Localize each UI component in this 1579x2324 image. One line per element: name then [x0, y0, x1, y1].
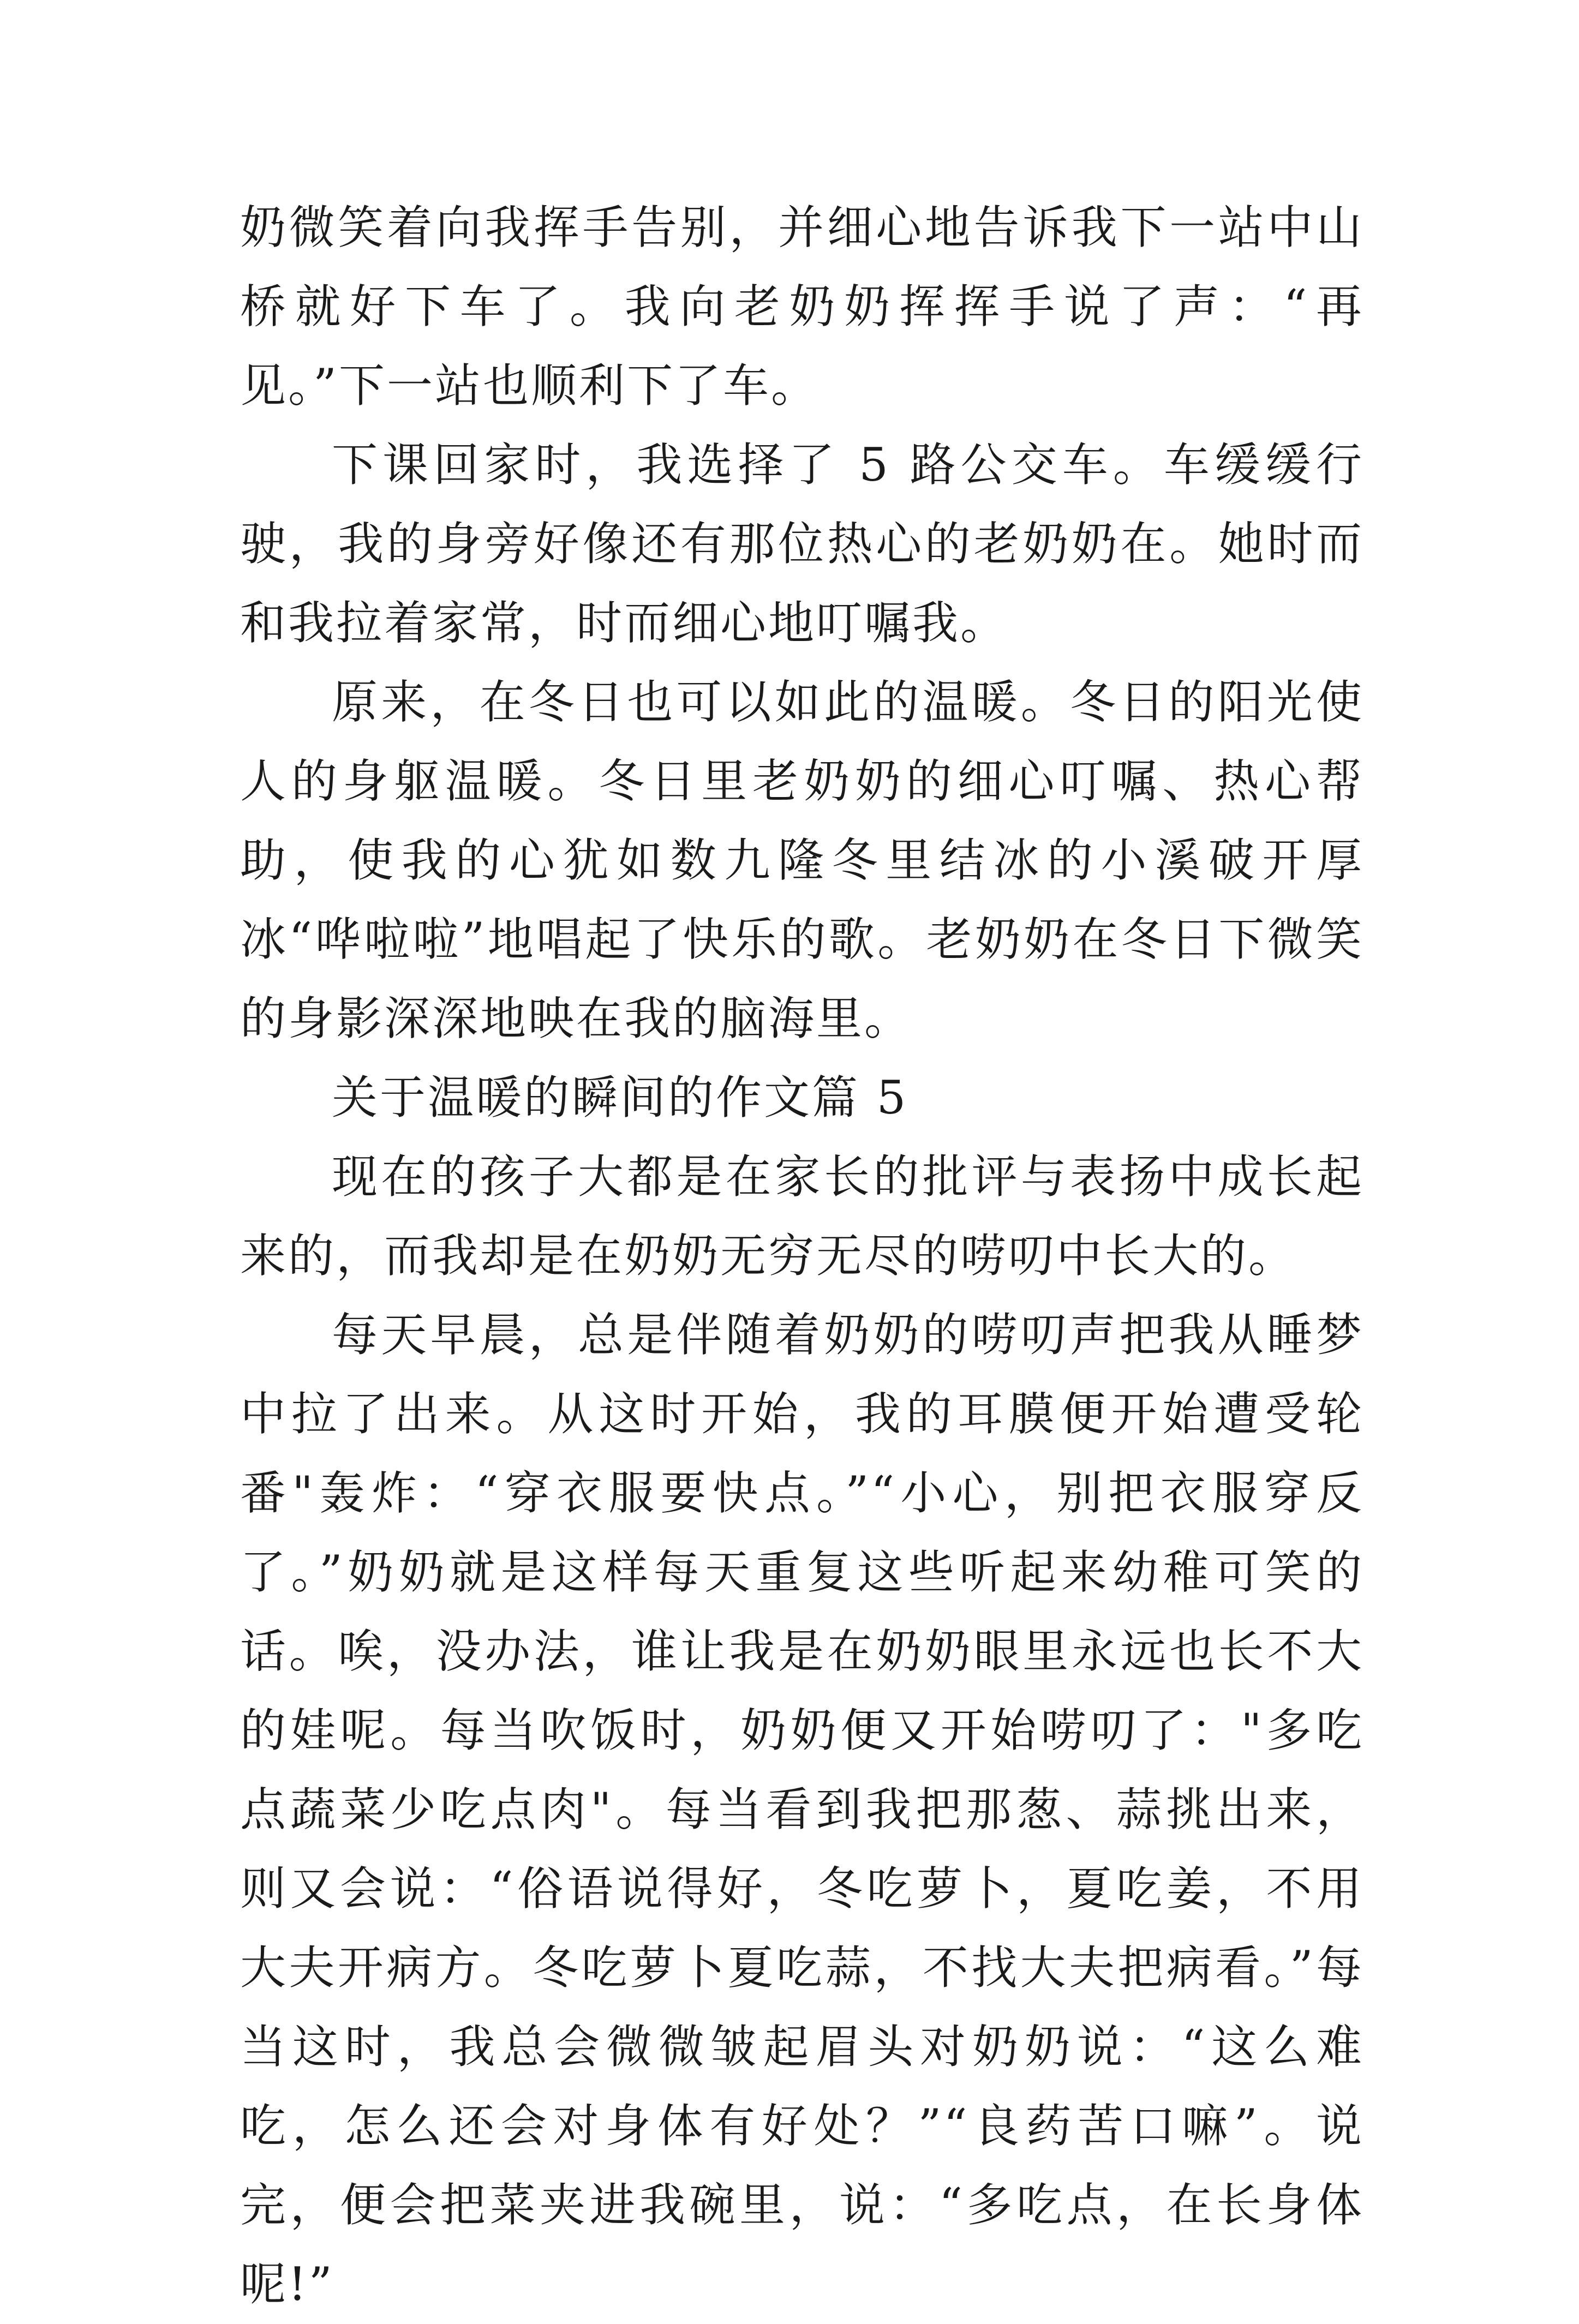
- paragraph: 下课回家时，我选择了 5 路公交车。车缓缓行驶，我的身旁好像还有那位热心的老奶奶在。她时而和我拉着家常，时而细心地叮嘱我。: [240, 438, 1364, 650]
- section-heading: 关于温暖的瞬间的作文篇 5: [332, 1071, 908, 1124]
- paragraph-continuation: 奶微笑着向我挥手告别，并细心地告诉我下一站中山桥就好下车了。我向老奶奶挥挥手说了声：“再见。”下一站也顺利下了车。: [240, 201, 1364, 412]
- paragraph: 每天早晨，总是伴随着奶奶的唠叨声把我从睡梦中拉了出来。从这时开始，我的耳膜便开始遭受轮番"轰炸：“穿衣服要快点。”“小心，别把衣服穿反了。”奶奶就是这样每天重复这些听起来幼稚可笑的话。唉，没办法，谁让我是在奶奶眼里永远也长不大的娃呢。每当吹饭时，奶奶便又开始唠叨了："多吃点蔬菜少吃点肉"。每当看到我把那葱、蒜挑出来，则又会说：“俗语说得好，冬吃萝卜，夏吃姜，不用大夫开病方。冬吃萝卜夏吃蒜，不找大夫把病看。”每当这时，我总会微微皱起眉头对奶奶说：“这么难吃，怎么还会对身体有好处？”“良药苦口嘛”。说完，便会把菜夹进我碗里，说：“多吃点，在长身体呢!”: [240, 1308, 1364, 2311]
- paragraph: 原来，在冬日也可以如此的温暖。冬日的阳光使人的身躯温暖。冬日里老奶奶的细心叮嘱、热心帮助，使我的心犹如数九隆冬里结冰的小溪破开厚冰“哗啦啦”地唱起了快乐的歌。老奶奶在冬日下微笑的身影深深地映在我的脑海里。: [240, 675, 1364, 1045]
- document-body: [240, 188, 1364, 2324]
- paragraph: 现在的孩子大都是在家长的批评与表扬中成长起来的，而我却是在奶奶无穷无尽的唠叨中长大的。: [240, 1150, 1364, 1283]
